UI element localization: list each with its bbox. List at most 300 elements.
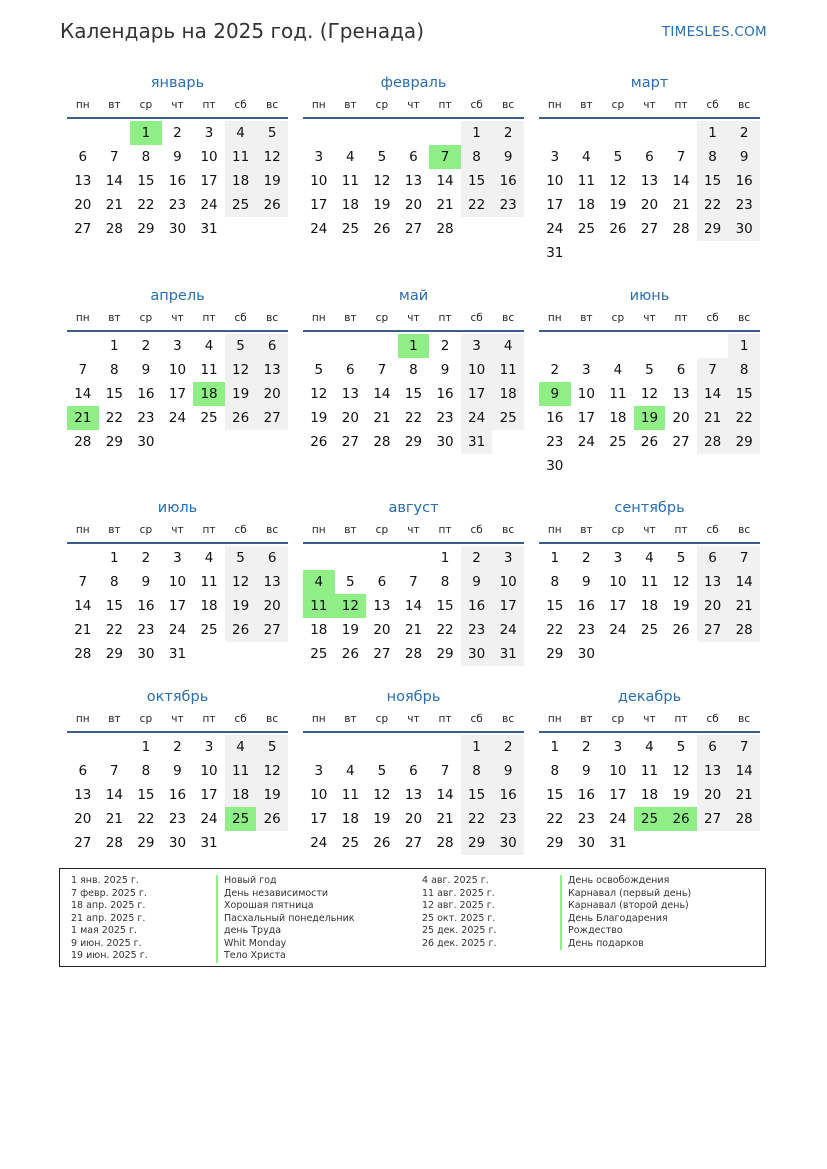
weekday-label: вт — [344, 99, 357, 111]
day-grid — [539, 733, 760, 855]
day-cell: 8 — [440, 574, 450, 590]
day-cell: 15 — [137, 787, 155, 803]
weekday-label: сб — [470, 524, 483, 536]
day-cell: 15 — [728, 382, 760, 406]
day-cell: 11 — [225, 145, 257, 169]
day-cell: 23 — [168, 197, 187, 213]
day-cell: 8 — [409, 362, 418, 378]
month-name: сентябрь — [614, 500, 685, 516]
day-cell: 28 — [672, 221, 690, 237]
legend-holiday-name: Хорошая пятница — [216, 900, 355, 913]
day-cell: 20 — [404, 197, 423, 213]
day-cell: 30 — [137, 646, 155, 662]
day-cell: 1 — [110, 338, 119, 354]
day-cell: 22 — [546, 622, 564, 638]
legend-date: 4 авг. 2025 г. — [422, 875, 489, 886]
day-cell: 2 — [728, 121, 760, 145]
weekday-label: вт — [344, 524, 357, 536]
week-row — [303, 546, 524, 570]
holiday-day: 18 — [193, 382, 225, 406]
month-calendar — [539, 687, 760, 855]
day-cell: 8 — [461, 759, 493, 783]
day-cell: 27 — [341, 434, 359, 450]
weekday-header — [303, 93, 524, 119]
legend-date: 11 авг. 2025 г. — [422, 887, 495, 899]
day-cell: 2 — [582, 739, 591, 755]
legend-names-right — [560, 875, 691, 950]
holiday-day: 25 — [225, 807, 257, 831]
day-cell: 6 — [409, 763, 418, 779]
day-cell: 18 — [341, 197, 359, 213]
day-cell: 14 — [728, 570, 760, 594]
legend-holiday-name: Рождество — [560, 925, 691, 938]
weekday-label: ср — [139, 713, 153, 725]
day-cell: 16 — [168, 173, 187, 189]
day-cell: 8 — [141, 763, 151, 779]
day-cell: 24 — [492, 618, 524, 642]
legend-holiday-name: Карнавал (второй день) — [560, 900, 691, 913]
day-cell: 13 — [74, 173, 92, 189]
empty-cell — [303, 334, 335, 358]
day-cell: 3 — [314, 763, 324, 779]
day-cell: 5 — [314, 362, 324, 378]
day-cell: 3 — [173, 550, 182, 566]
legend-dates-right — [422, 875, 497, 950]
weekday-label: сб — [470, 99, 483, 111]
day-grid — [539, 119, 760, 265]
day-cell: 14 — [74, 598, 92, 614]
holiday-day: 25 — [634, 807, 666, 831]
day-cell: 9 — [440, 362, 450, 378]
day-cell: 30 — [461, 642, 493, 666]
day-cell: 13 — [256, 570, 288, 594]
legend-holiday-name: День освобождения — [560, 875, 691, 888]
day-cell: 21 — [105, 811, 123, 827]
day-cell: 27 — [256, 406, 288, 430]
week-row — [539, 831, 760, 855]
week-row — [67, 759, 288, 783]
day-cell: 1 — [141, 739, 151, 755]
day-cell: 7 — [110, 763, 119, 779]
weekday-header — [67, 707, 288, 733]
day-cell: 7 — [728, 735, 760, 759]
empty-cell — [67, 735, 99, 759]
week-row — [303, 759, 524, 783]
day-cell: 11 — [609, 386, 627, 402]
day-cell: 15 — [461, 783, 493, 807]
weekday-label: пн — [547, 312, 562, 324]
day-cell: 24 — [200, 811, 218, 827]
weekday-label: вс — [266, 99, 279, 111]
day-cell: 21 — [728, 783, 760, 807]
legend-holiday-name: Тело Христа — [216, 950, 355, 963]
day-cell: 25 — [310, 646, 328, 662]
weekday-label: пт — [202, 524, 216, 536]
day-cell: 8 — [697, 145, 729, 169]
weekday-label: пт — [438, 524, 452, 536]
week-row — [539, 454, 760, 478]
day-cell: 5 — [346, 574, 355, 590]
day-cell: 25 — [492, 406, 524, 430]
day-cell: 14 — [105, 173, 123, 189]
week-row — [303, 642, 524, 666]
day-cell: 15 — [137, 173, 155, 189]
day-cell: 27 — [404, 835, 423, 851]
empty-cell — [697, 334, 729, 358]
day-cell: 30 — [728, 217, 760, 241]
empty-cell — [99, 735, 131, 759]
month-calendar — [67, 687, 288, 855]
day-cell: 22 — [546, 811, 564, 827]
day-cell: 1 — [550, 739, 560, 755]
day-cell: 17 — [168, 386, 187, 402]
day-cell: 8 — [550, 574, 560, 590]
day-cell: 10 — [310, 787, 328, 803]
day-cell: 6 — [409, 149, 418, 165]
day-cell: 14 — [436, 787, 454, 803]
day-cell: 6 — [256, 334, 288, 358]
day-cell: 13 — [404, 173, 423, 189]
weekday-label: ср — [375, 312, 389, 324]
holiday-day: 21 — [67, 406, 99, 430]
day-cell: 31 — [200, 835, 218, 851]
legend-names-left — [216, 875, 355, 963]
weekday-label: сб — [234, 524, 247, 536]
weekday-header — [539, 518, 760, 544]
day-cell: 28 — [373, 434, 391, 450]
day-cell: 6 — [697, 546, 729, 570]
day-cell: 18 — [225, 169, 257, 193]
day-cell: 22 — [436, 622, 454, 638]
day-cell: 21 — [404, 622, 423, 638]
day-cell: 28 — [105, 835, 123, 851]
day-grid — [303, 119, 524, 241]
weekday-label: вт — [580, 99, 593, 111]
week-row — [539, 430, 760, 454]
week-row — [539, 735, 760, 759]
day-cell: 20 — [697, 783, 729, 807]
weekday-label: вт — [580, 713, 593, 725]
day-cell: 10 — [168, 574, 187, 590]
weekday-label: чт — [643, 99, 656, 111]
day-cell: 31 — [168, 646, 187, 662]
day-cell: 5 — [645, 362, 654, 378]
day-cell: 27 — [404, 221, 423, 237]
week-row — [539, 618, 760, 642]
day-cell: 23 — [137, 410, 155, 426]
day-cell: 22 — [404, 410, 423, 426]
day-cell: 27 — [74, 221, 92, 237]
week-row — [303, 169, 524, 193]
day-cell: 20 — [74, 811, 92, 827]
day-cell: 3 — [550, 149, 560, 165]
day-cell: 26 — [609, 221, 627, 237]
day-cell: 12 — [672, 574, 690, 590]
weekday-label: чт — [643, 312, 656, 324]
day-cell: 31 — [492, 642, 524, 666]
day-cell: 13 — [373, 598, 391, 614]
month-name: июль — [157, 500, 198, 516]
day-cell: 9 — [728, 145, 760, 169]
day-cell: 29 — [404, 434, 423, 450]
legend-holiday-name: Новый год — [216, 875, 355, 888]
day-cell: 26 — [256, 193, 288, 217]
day-cell: 13 — [640, 173, 659, 189]
weekday-label: вт — [108, 713, 121, 725]
day-cell: 28 — [74, 646, 92, 662]
day-cell: 28 — [74, 434, 92, 450]
day-cell: 23 — [492, 807, 524, 831]
empty-cell — [665, 121, 697, 145]
weekday-label: сб — [470, 713, 483, 725]
day-cell: 20 — [341, 410, 359, 426]
day-cell: 26 — [256, 807, 288, 831]
day-cell: 25 — [225, 193, 257, 217]
day-cell: 12 — [225, 358, 257, 382]
day-cell: 15 — [546, 598, 564, 614]
day-cell: 20 — [256, 594, 288, 618]
day-cell: 18 — [640, 598, 659, 614]
empty-cell — [398, 546, 430, 570]
day-cell: 13 — [404, 787, 423, 803]
weekday-label: пн — [75, 99, 90, 111]
legend-date: 25 дек. 2025 г. — [422, 925, 497, 936]
day-cell: 16 — [728, 169, 760, 193]
day-cell: 9 — [141, 574, 151, 590]
day-cell: 9 — [582, 574, 591, 590]
day-cell: 2 — [461, 546, 493, 570]
day-cell: 22 — [105, 622, 123, 638]
day-cell: 14 — [697, 382, 729, 406]
week-row — [67, 406, 288, 430]
legend-date: 21 апр. 2025 г. — [71, 912, 146, 924]
day-cell: 18 — [310, 622, 328, 638]
weekday-label: пн — [75, 312, 90, 324]
day-cell: 19 — [341, 622, 359, 638]
holiday-day: 1 — [398, 334, 430, 358]
week-row — [67, 546, 288, 570]
day-cell: 12 — [256, 145, 288, 169]
day-cell: 5 — [676, 739, 686, 755]
week-row — [67, 594, 288, 618]
legend-holiday-name: День подарков — [560, 938, 691, 951]
day-cell: 8 — [110, 574, 119, 590]
month-name: февраль — [380, 75, 447, 91]
empty-cell — [571, 334, 603, 358]
day-cell: 21 — [728, 594, 760, 618]
day-grid — [303, 332, 524, 454]
day-cell: 24 — [200, 197, 218, 213]
month-name: январь — [150, 75, 205, 91]
day-cell: 3 — [492, 546, 524, 570]
day-cell: 4 — [225, 121, 257, 145]
day-cell: 17 — [609, 787, 627, 803]
empty-cell — [99, 121, 131, 145]
week-row — [67, 169, 288, 193]
week-row — [303, 735, 524, 759]
day-cell: 25 — [341, 221, 359, 237]
day-grid — [539, 332, 760, 478]
weekday-header — [67, 306, 288, 332]
month-name: август — [388, 500, 439, 516]
day-cell: 11 — [225, 759, 257, 783]
day-cell: 17 — [168, 598, 187, 614]
legend-date: 7 февр. 2025 г. — [71, 887, 147, 899]
day-cell: 15 — [105, 598, 123, 614]
day-cell: 18 — [492, 382, 524, 406]
day-cell: 30 — [577, 646, 595, 662]
day-cell: 22 — [461, 193, 493, 217]
day-cell: 20 — [256, 382, 288, 406]
day-cell: 29 — [728, 430, 760, 454]
week-row — [67, 831, 288, 855]
week-row — [303, 594, 524, 618]
day-cell: 3 — [582, 362, 591, 378]
day-cell: 6 — [377, 574, 387, 590]
week-row — [539, 145, 760, 169]
week-row — [67, 807, 288, 831]
day-cell: 20 — [373, 622, 391, 638]
day-cell: 4 — [346, 763, 355, 779]
weekday-label: пн — [311, 312, 326, 324]
weekday-label: чт — [171, 713, 184, 725]
day-cell: 22 — [137, 197, 155, 213]
day-cell: 7 — [409, 574, 418, 590]
weekday-label: чт — [643, 713, 656, 725]
day-cell: 30 — [168, 221, 187, 237]
day-cell: 13 — [672, 386, 690, 402]
day-cell: 27 — [697, 807, 729, 831]
week-row — [539, 759, 760, 783]
day-grid — [67, 119, 288, 241]
day-cell: 12 — [373, 787, 391, 803]
month-calendar — [539, 286, 760, 478]
day-cell: 24 — [310, 835, 328, 851]
day-cell: 2 — [492, 121, 524, 145]
day-cell: 15 — [697, 169, 729, 193]
day-cell: 7 — [440, 763, 450, 779]
day-cell: 15 — [404, 386, 423, 402]
day-cell: 16 — [436, 386, 454, 402]
day-cell: 19 — [609, 197, 627, 213]
holiday-day: 19 — [634, 406, 666, 430]
day-cell: 18 — [577, 197, 595, 213]
day-cell: 29 — [137, 221, 155, 237]
day-cell: 30 — [546, 458, 564, 474]
weekday-label: пт — [674, 312, 688, 324]
month-name: октябрь — [146, 689, 209, 705]
empty-cell — [67, 546, 99, 570]
day-cell: 30 — [436, 434, 454, 450]
week-row — [539, 241, 760, 265]
day-cell: 21 — [436, 811, 454, 827]
day-cell: 21 — [672, 197, 690, 213]
day-cell: 5 — [225, 546, 257, 570]
day-cell: 11 — [640, 763, 659, 779]
weekday-header — [303, 518, 524, 544]
legend-dates-left — [71, 875, 148, 963]
day-cell: 23 — [546, 434, 564, 450]
brand-link[interactable]: TIMESLES.COM — [661, 24, 767, 40]
day-cell: 24 — [310, 221, 328, 237]
week-row — [67, 642, 288, 666]
day-cell: 28 — [728, 807, 760, 831]
day-cell: 4 — [645, 739, 654, 755]
day-cell: 22 — [137, 811, 155, 827]
day-cell: 29 — [461, 831, 493, 855]
holiday-day: 4 — [303, 570, 335, 594]
day-cell: 14 — [105, 787, 123, 803]
week-row — [539, 570, 760, 594]
day-cell: 10 — [168, 362, 187, 378]
day-cell: 24 — [609, 811, 627, 827]
day-cell: 11 — [341, 787, 359, 803]
month-calendar — [303, 73, 524, 241]
day-cell: 7 — [676, 149, 686, 165]
day-cell: 6 — [645, 149, 654, 165]
week-row — [539, 807, 760, 831]
day-cell: 12 — [225, 570, 257, 594]
weekday-label: пн — [311, 99, 326, 111]
day-cell: 12 — [373, 173, 391, 189]
weekday-label: чт — [171, 99, 184, 111]
day-cell: 6 — [346, 362, 355, 378]
day-cell: 9 — [582, 763, 591, 779]
week-row — [303, 831, 524, 855]
day-cell: 23 — [461, 618, 493, 642]
weekday-label: пт — [438, 99, 452, 111]
day-cell: 17 — [546, 197, 564, 213]
day-cell: 23 — [577, 622, 595, 638]
month-calendar — [303, 286, 524, 454]
day-cell: 28 — [436, 221, 454, 237]
day-cell: 27 — [256, 618, 288, 642]
day-cell: 4 — [204, 550, 214, 566]
day-cell: 8 — [461, 145, 493, 169]
day-cell: 19 — [225, 382, 257, 406]
week-row — [303, 430, 524, 454]
legend-date: 25 окт. 2025 г. — [422, 912, 496, 924]
day-cell: 3 — [613, 550, 623, 566]
week-row — [539, 382, 760, 406]
weekday-label: пн — [547, 99, 562, 111]
day-grid — [67, 332, 288, 454]
legend-holiday-name: День независимости — [216, 888, 355, 901]
weekday-header — [303, 306, 524, 332]
weekday-header — [303, 707, 524, 733]
day-cell: 14 — [74, 386, 92, 402]
day-cell: 15 — [105, 386, 123, 402]
weekday-label: вт — [344, 713, 357, 725]
empty-cell — [335, 121, 367, 145]
day-cell: 15 — [436, 598, 454, 614]
day-cell: 15 — [461, 169, 493, 193]
day-cell: 24 — [461, 406, 493, 430]
day-cell: 20 — [640, 197, 659, 213]
day-cell: 11 — [492, 358, 524, 382]
day-cell: 27 — [74, 835, 92, 851]
weekday-label: сб — [470, 312, 483, 324]
week-row — [67, 735, 288, 759]
day-cell: 6 — [697, 735, 729, 759]
day-cell: 10 — [577, 386, 595, 402]
day-cell: 21 — [105, 197, 123, 213]
day-cell: 5 — [225, 334, 257, 358]
day-cell: 19 — [373, 811, 391, 827]
empty-cell — [539, 121, 571, 145]
day-cell: 2 — [141, 338, 151, 354]
empty-cell — [303, 546, 335, 570]
